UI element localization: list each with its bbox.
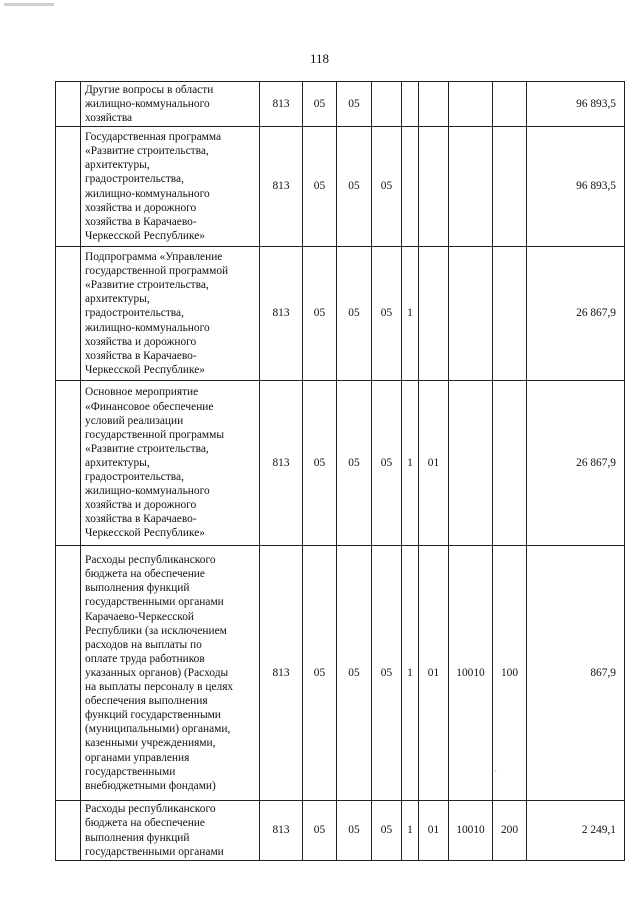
main-activity-code bbox=[419, 127, 449, 247]
scan-speck: ˏ bbox=[494, 762, 497, 772]
expense-type-code bbox=[493, 127, 527, 247]
item-name-line: указанных органов) (Расходы bbox=[85, 666, 229, 679]
item-name-line: выполнения функций bbox=[85, 582, 190, 595]
item-name-line: государственными органами bbox=[85, 845, 224, 858]
item-name-line: архитектуры, bbox=[85, 159, 150, 172]
item-name-line: Расходы республиканского bbox=[85, 554, 216, 567]
blank-cell bbox=[56, 546, 81, 801]
expense-direction-code bbox=[449, 127, 493, 247]
vedomstvo-code: 813 bbox=[260, 82, 303, 127]
item-name-line: выполнения функций bbox=[85, 831, 190, 844]
item-name-line: Карачаево-Черкесской bbox=[85, 610, 195, 623]
main-activity-code: 01 bbox=[419, 801, 449, 861]
razdel-code: 05 bbox=[303, 801, 337, 861]
expense-direction-code bbox=[449, 381, 493, 546]
expense-direction-code: 10010 bbox=[449, 546, 493, 801]
item-name-line: хозяйства и дорожного bbox=[85, 201, 197, 214]
item-name-line: государственными bbox=[85, 765, 176, 778]
item-name-line: органами управления bbox=[85, 751, 190, 764]
program-code bbox=[372, 82, 402, 127]
item-name-cell bbox=[81, 381, 260, 546]
item-name-line: Основное мероприятие bbox=[85, 386, 199, 399]
program-code: 05 bbox=[372, 546, 402, 801]
vedomstvo-code: 813 bbox=[260, 381, 303, 546]
item-name-line: Черкесской Республике» bbox=[85, 527, 205, 540]
item-name-line: градостроительства, bbox=[85, 173, 184, 186]
main-activity-code: 01 bbox=[419, 546, 449, 801]
item-name-line: «Финансовое обеспечение bbox=[85, 400, 214, 413]
item-name-line: «Развитие строительства, bbox=[85, 279, 209, 292]
item-name-line: градостроительства, bbox=[85, 471, 184, 484]
item-name-line: Республики (за исключением bbox=[85, 624, 227, 637]
item-name-line: бюджета на обеспечение bbox=[85, 817, 205, 830]
item-name-line: «Развитие строительства, bbox=[85, 442, 209, 455]
item-name-line: Другие вопросы в области bbox=[85, 83, 214, 96]
item-name-line: хозяйства и дорожного bbox=[85, 335, 197, 348]
item-name-line: Подпрограмма «Управление bbox=[85, 251, 223, 264]
main-activity-code bbox=[419, 247, 449, 381]
main-activity-code: 01 bbox=[419, 381, 449, 546]
page-number: 118 bbox=[309, 51, 330, 66]
vedomstvo-code: 813 bbox=[260, 801, 303, 861]
budget-table-body bbox=[56, 82, 625, 861]
subprogram-code: 1 bbox=[402, 247, 419, 381]
expense-direction-code bbox=[449, 247, 493, 381]
item-name-line: Государственная программа bbox=[85, 131, 222, 144]
item-name-line: архитектуры, bbox=[85, 456, 150, 469]
item-name-line: жилищно-коммунального bbox=[85, 97, 210, 110]
main-activity-code bbox=[419, 82, 449, 127]
item-name-line: условий реализации bbox=[85, 414, 184, 427]
item-name-cell bbox=[81, 82, 260, 127]
subprogram-code: 1 bbox=[402, 801, 419, 861]
item-name-line: жилищно-коммунального bbox=[85, 187, 210, 200]
vedomstvo-code: 813 bbox=[260, 546, 303, 801]
item-name-line: Расходы республиканского bbox=[85, 803, 216, 816]
subprogram-code bbox=[402, 82, 419, 127]
item-name-line: хозяйства в Карачаево- bbox=[85, 215, 197, 228]
podrazdel-code: 05 bbox=[337, 247, 372, 381]
blank-cell bbox=[56, 381, 81, 546]
table-row bbox=[56, 82, 625, 127]
razdel-code: 05 bbox=[303, 381, 337, 546]
item-name-line: на выплаты персоналу в целях bbox=[85, 681, 234, 694]
expense-direction-code: 10010 bbox=[449, 801, 493, 861]
subprogram-code bbox=[402, 127, 419, 247]
blank-cell bbox=[56, 801, 81, 861]
item-name-line: хозяйства bbox=[85, 112, 133, 125]
item-name-line: государственной программы bbox=[85, 428, 225, 441]
amount-value: 26 867,9 bbox=[527, 247, 625, 381]
item-name-line: государственными органами bbox=[85, 596, 224, 609]
item-name-line: Черкесской Республике» bbox=[85, 363, 205, 376]
item-name-line: жилищно-коммунального bbox=[85, 321, 210, 334]
expense-type-code: 100 bbox=[493, 546, 527, 801]
razdel-code: 05 bbox=[303, 82, 337, 127]
blank-cell bbox=[56, 82, 81, 127]
item-name-line: функций государственными bbox=[85, 709, 221, 722]
item-name-line: казенными учреждениями, bbox=[85, 737, 216, 750]
item-name-cell bbox=[81, 801, 260, 861]
table-row bbox=[56, 127, 625, 247]
podrazdel-code: 05 bbox=[337, 127, 372, 247]
podrazdel-code: 05 bbox=[337, 381, 372, 546]
program-code: 05 bbox=[372, 247, 402, 381]
item-name-line: бюджета на обеспечение bbox=[85, 568, 205, 581]
scan-edge-mark bbox=[4, 3, 54, 6]
blank-cell bbox=[56, 127, 81, 247]
item-name-line: расходов на выплаты по bbox=[85, 638, 202, 651]
amount-value: 867,9 bbox=[527, 546, 625, 801]
table-row bbox=[56, 381, 625, 546]
item-name-line: оплате труда работников bbox=[85, 652, 205, 665]
amount-value: 2 249,1 bbox=[527, 801, 625, 861]
expense-type-code bbox=[493, 82, 527, 127]
blank-cell bbox=[56, 247, 81, 381]
expense-type-code bbox=[493, 381, 527, 546]
item-name-line: хозяйства и дорожного bbox=[85, 499, 197, 512]
item-name-line: (муниципальными) органами, bbox=[85, 723, 231, 736]
amount-value: 96 893,5 bbox=[527, 82, 625, 127]
program-code: 05 bbox=[372, 127, 402, 247]
item-name-cell bbox=[81, 247, 260, 381]
item-name-line: градостроительства, bbox=[85, 307, 184, 320]
subprogram-code: 1 bbox=[402, 546, 419, 801]
item-name-line: государственной программой bbox=[85, 265, 229, 278]
item-name-cell bbox=[81, 546, 260, 801]
amount-value: 26 867,9 bbox=[527, 381, 625, 546]
item-name-line: жилищно-коммунального bbox=[85, 485, 210, 498]
vedomstvo-code: 813 bbox=[260, 247, 303, 381]
expense-type-code bbox=[493, 247, 527, 381]
podrazdel-code: 05 bbox=[337, 82, 372, 127]
podrazdel-code: 05 bbox=[337, 546, 372, 801]
item-name-line: Черкесской Республике» bbox=[85, 229, 205, 242]
item-name-line: хозяйства в Карачаево- bbox=[85, 349, 197, 362]
subprogram-code: 1 bbox=[402, 381, 419, 546]
expense-direction-code bbox=[449, 82, 493, 127]
table-row bbox=[56, 801, 625, 861]
table-row bbox=[56, 247, 625, 381]
item-name-line: архитектуры, bbox=[85, 293, 150, 306]
item-name-line: хозяйства в Карачаево- bbox=[85, 513, 197, 526]
table-row bbox=[56, 546, 625, 801]
program-code: 05 bbox=[372, 801, 402, 861]
item-name-line: обеспечения выполнения bbox=[85, 695, 208, 708]
budget-table bbox=[55, 81, 625, 861]
item-name-cell bbox=[81, 127, 260, 247]
razdel-code: 05 bbox=[303, 127, 337, 247]
podrazdel-code: 05 bbox=[337, 801, 372, 861]
expense-type-code: 200 bbox=[493, 801, 527, 861]
vedomstvo-code: 813 bbox=[260, 127, 303, 247]
razdel-code: 05 bbox=[303, 546, 337, 801]
item-name-line: «Развитие строительства, bbox=[85, 145, 209, 158]
program-code: 05 bbox=[372, 381, 402, 546]
amount-value: 96 893,5 bbox=[527, 127, 625, 247]
item-name-line: внебюджетными фондами) bbox=[85, 779, 216, 792]
razdel-code: 05 bbox=[303, 247, 337, 381]
